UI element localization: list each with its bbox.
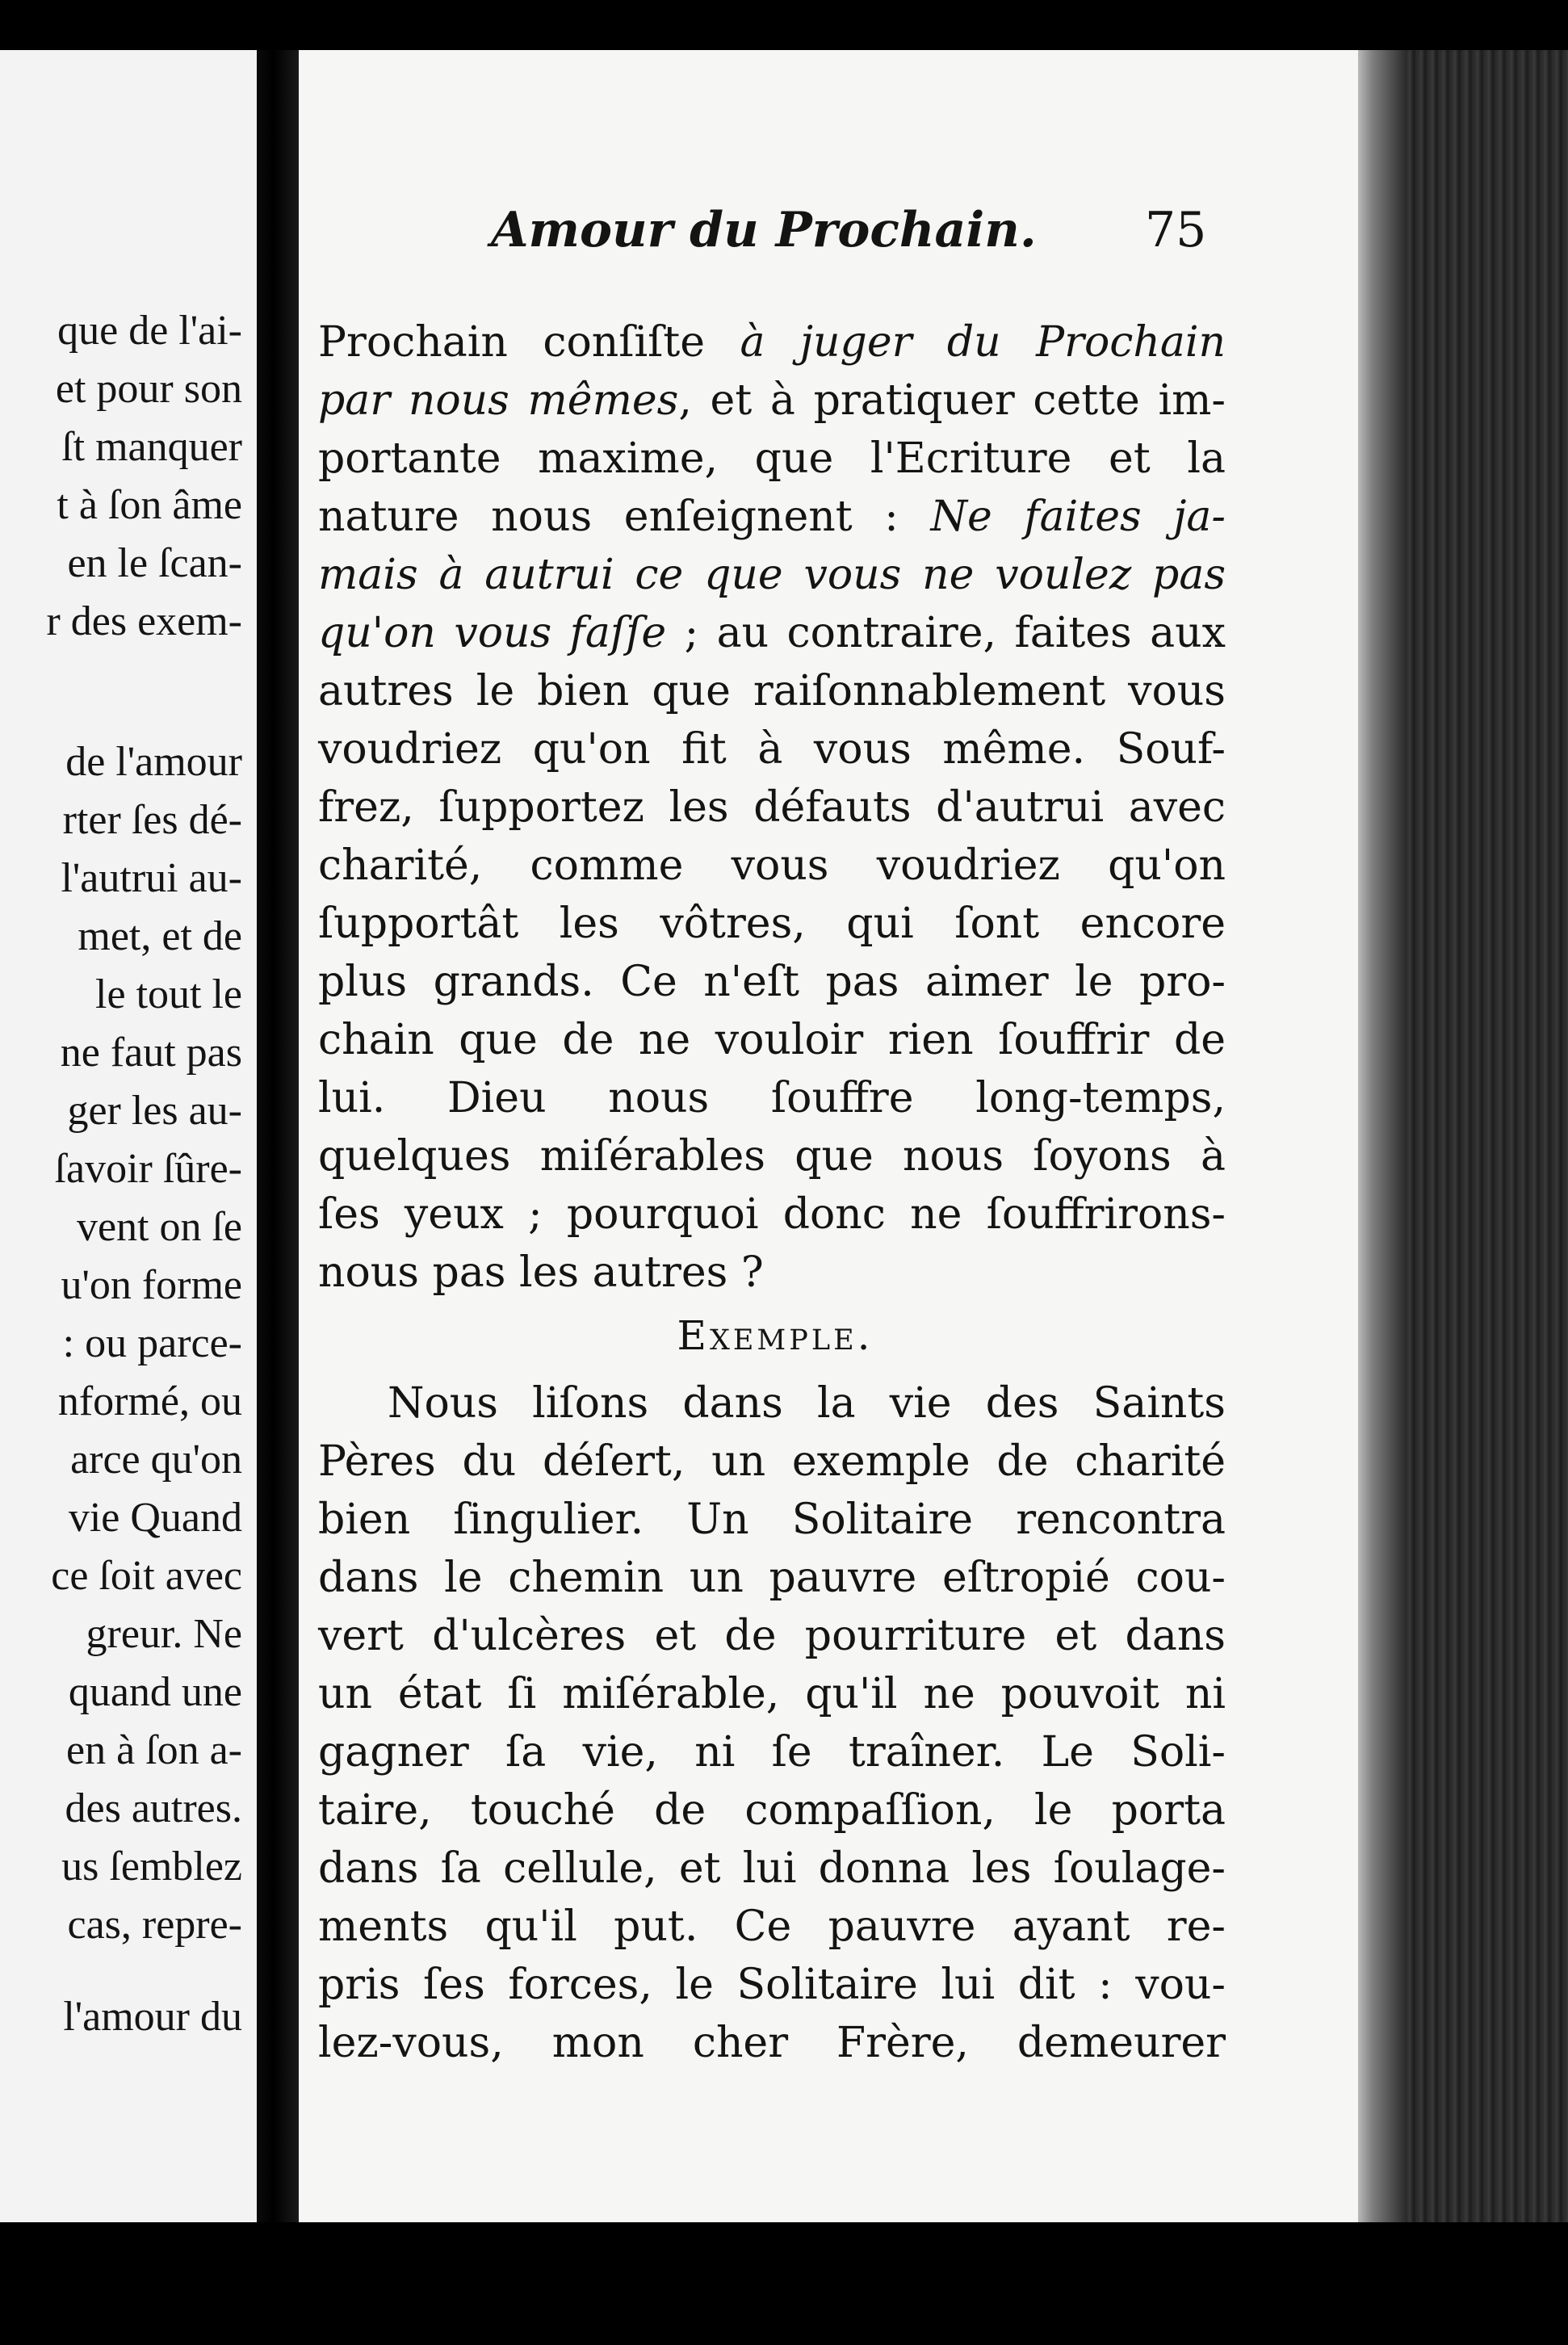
body-line: voudriez qu'on fit à vous même. Souf-: [318, 725, 1226, 774]
left-line: arce qu'on: [70, 1437, 242, 1483]
left-line: l'amour du: [63, 1994, 242, 2040]
body-line: chain que de ne vouloir rien ſouffrir de: [318, 1016, 1226, 1064]
left-line: ce ſoit avec: [51, 1553, 242, 1599]
left-page-fragment: [0, 50, 257, 2222]
left-line: nformé, ou: [57, 1378, 242, 1424]
left-line: u'on forme: [61, 1262, 242, 1308]
left-line: vent on ſe: [76, 1204, 242, 1250]
left-line: : ou parce-: [62, 1320, 242, 1366]
body-line: mais à autrui ce que vous ne voulez pas: [318, 551, 1226, 599]
body-line: pris ſes forces, le Solitaire lui dit : vou-: [318, 1961, 1226, 2009]
body-line: charité, comme vous voudriez qu'on: [318, 841, 1226, 890]
body-line: taire, touché de compaſſion, le porta: [318, 1786, 1226, 1835]
left-line: r des exem-: [46, 598, 242, 644]
left-line: vie Quand: [68, 1495, 242, 1541]
left-line: l'autrui au-: [61, 855, 242, 901]
right-page: [299, 50, 1358, 2222]
running-head: Amour du Prochain.: [491, 202, 1037, 258]
left-line: que de l'ai-: [57, 308, 242, 354]
left-line: le tout le: [95, 971, 242, 1017]
body-line: quelques miſérables que nous ſoyons à: [318, 1132, 1226, 1181]
left-line: en le ſcan-: [67, 540, 242, 586]
body-line: nature nous enſeignent : Ne faites ja-: [318, 493, 1226, 541]
body-line: lez-vous, mon cher Frère, demeurer: [318, 2019, 1226, 2067]
body-line: frez, ſupportez les défauts d'autrui avec: [318, 783, 1226, 832]
body-line: qu'on vous faſſe ; au contraire, faites aux: [318, 609, 1226, 657]
left-line: us ſemblez: [61, 1844, 242, 1890]
body-line: Nous liſons dans la vie des Saints: [388, 1379, 1226, 1428]
page-number: 75: [1145, 202, 1207, 258]
body-line: portante maxime, que l'Ecriture et la: [318, 434, 1226, 483]
left-line: des autres.: [65, 1785, 242, 1831]
section-heading: Exemple.: [677, 1312, 874, 1359]
left-line: en à ſon a-: [65, 1727, 242, 1773]
left-line: ſt manquer: [61, 424, 242, 470]
left-line: t à ſon âme: [57, 482, 242, 528]
body-line: plus grands. Ce n'eſt pas aimer le pro-: [318, 958, 1226, 1006]
left-line: de l'amour: [65, 739, 242, 785]
body-line: dans le chemin un pauvre eſtropié cou-: [318, 1554, 1226, 1602]
book-fore-edge: [1407, 50, 1568, 2222]
left-line: ſavoir ſûre-: [54, 1146, 242, 1192]
body-line: vert d'ulcères et de pourriture et dans: [318, 1612, 1226, 1660]
page-edge-shadow: [1358, 50, 1407, 2222]
left-line: met, et de: [78, 913, 242, 959]
body-line: ſes yeux ; pourquoi donc ne ſouffrirons-: [318, 1190, 1226, 1239]
body-line: Pères du déſert, un exemple de charité: [318, 1437, 1226, 1486]
left-line: ne faut pas: [60, 1030, 242, 1076]
left-line: cas, repre-: [67, 1902, 242, 1948]
left-line: greur. Ne: [86, 1611, 242, 1657]
body-line: autres le bien que raiſonnablement vous: [318, 667, 1226, 715]
left-line: et pour son: [55, 366, 242, 412]
book-gutter: [257, 50, 299, 2222]
body-line: par nous mêmes, et à pratiquer cette im-: [318, 376, 1226, 425]
body-line: ſupportât les vôtres, qui ſont encore: [318, 900, 1226, 948]
body-line: dans ſa cellule, et lui donna les ſoulage-: [318, 1844, 1226, 1893]
left-line: ger les au-: [67, 1088, 242, 1134]
body-line: Prochain conſiſte à juger du Prochain: [318, 318, 1226, 367]
left-line: rter ſes dé-: [62, 797, 242, 843]
body-line: un état ſi miſérable, qu'il ne pouvoit ni: [318, 1670, 1226, 1718]
body-line: lui. Dieu nous ſouffre long-temps,: [318, 1074, 1226, 1122]
body-line: ments qu'il put. Ce pauvre ayant re-: [318, 1902, 1226, 1951]
body-line: gagner ſa vie, ni ſe traîner. Le Soli-: [318, 1728, 1226, 1777]
body-line: bien ſingulier. Un Solitaire rencontra: [318, 1496, 1226, 1544]
left-line: quand une: [68, 1669, 242, 1715]
body-line: nous pas les autres ?: [318, 1248, 764, 1297]
